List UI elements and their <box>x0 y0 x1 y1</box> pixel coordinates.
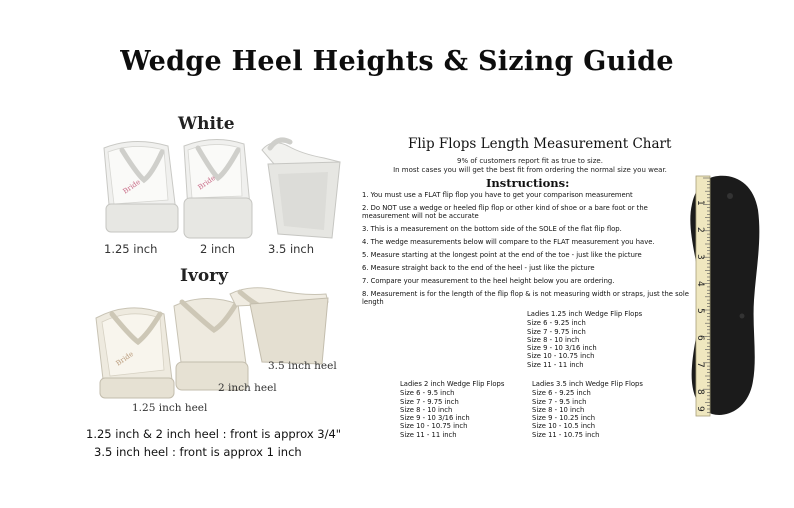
ruler-number: 9 <box>695 406 705 412</box>
ivory-caption-125: 1.25 inch heel <box>132 402 208 414</box>
white-section-label: White <box>178 114 235 134</box>
ivory-caption-2: 2 inch heel <box>218 382 277 394</box>
size-row: Size 8 - 10 inch <box>527 335 580 344</box>
fit-note-1: 9% of customers report fit as true to size. <box>457 157 603 165</box>
size-table-2 <box>400 380 504 439</box>
size-table-35 <box>532 380 643 439</box>
ruler-number: 6 <box>695 335 705 341</box>
white-caption-125: 1.25 inch <box>104 242 158 256</box>
size-row: Size 7 - 9.5 inch <box>532 397 587 406</box>
instruction-item: 4. The wedge measurements below will compare to the FLAT measurement you have. <box>362 238 655 247</box>
ivory-caption-35: 3.5 inch heel <box>268 360 337 372</box>
ruler-number: 1 <box>695 200 705 206</box>
page-title: Wedge Heel Heights & Sizing Guide <box>120 46 674 77</box>
chart-title: Flip Flops Length Measurement Chart <box>408 136 672 152</box>
ivory-sandal-125 <box>96 308 174 398</box>
white-sandal-35 <box>262 140 340 238</box>
size-row: Size 7 - 9.75 inch <box>527 327 586 336</box>
size-row: Size 10 - 10.75 inch <box>527 352 595 361</box>
ivory-sandals-illustration <box>90 284 336 404</box>
size-row: Size 6 - 9.25 inch <box>527 319 586 328</box>
instruction-item: 1. You must use a FLAT flip flop you have to get your comparison measurement <box>362 191 633 199</box>
white-caption-35: 3.5 inch <box>268 242 315 256</box>
strap-hole <box>740 314 745 319</box>
size-row: Size 10 - 10.5 inch <box>532 422 596 431</box>
svg-text:Bride: Bride <box>121 177 143 196</box>
svg-text:Bride: Bride <box>114 349 136 368</box>
size-row: Size 8 - 10 inch <box>532 405 585 414</box>
ruler-number: 8 <box>695 389 705 395</box>
note-front-height-2: 3.5 inch heel : front is approx 1 inch <box>94 445 302 459</box>
ruler-number: 5 <box>695 308 705 314</box>
white-sandals-illustration <box>92 134 348 244</box>
sole-measurement-photo <box>672 170 772 422</box>
toe-post-hole <box>727 193 733 199</box>
size-table-125 <box>527 310 642 369</box>
ruler-number: 3 <box>695 254 705 260</box>
instruction-item: 8. Measurement is for the length of the flip flop & is not measuring width or straps, just the sole length <box>362 290 689 307</box>
instruction-item: 3. This is a measurement on the bottom side of the SOLE of the flat flip flop. <box>362 225 622 234</box>
size-table-heading: Ladies 2 inch Wedge Flip Flops <box>400 380 505 388</box>
size-row: Size 8 - 10 inch <box>400 405 453 414</box>
size-row: Size 11 - 11 inch <box>527 360 584 369</box>
ruler-number: 4 <box>695 281 705 287</box>
instruction-item: 5. Measure starting at the longest point at the end of the toe - just like the picture <box>362 251 642 260</box>
size-row: Size 6 - 9.5 inch <box>400 389 455 398</box>
instruction-item: 6. Measure straight back to the end of the heel - just like the picture <box>362 264 595 273</box>
svg-text:Bride: Bride <box>196 173 218 192</box>
size-row: Size 11 - 10.75 inch <box>532 430 600 439</box>
white-sandal-2 <box>184 139 252 238</box>
white-caption-2: 2 inch <box>200 242 236 256</box>
ruler-number: 2 <box>695 227 705 233</box>
white-sandal-125 <box>104 141 178 232</box>
fit-note-2: In most cases you will get the best fit from ordering the normal size you wear. <box>393 166 667 174</box>
instruction-item: 7. Compare your measurement to the heel height below you are ordering. <box>362 277 615 286</box>
note-front-height-1: 1.25 inch & 2 inch heel : front is approx 3/4" <box>86 427 342 441</box>
size-row: Size 9 - 10 3/16 inch <box>400 414 470 423</box>
size-table-heading: Ladies 1.25 inch Wedge Flip Flops <box>527 310 643 318</box>
instruction-item: 2. Do NOT use a wedge or heeled flip flop or other kind of shoe or a bare foot or the measurement will not be accurate <box>362 203 648 221</box>
tape-measure <box>696 176 710 416</box>
size-row: Size 7 - 9.75 inch <box>400 397 459 406</box>
size-row: Size 10 - 10.75 inch <box>400 422 468 431</box>
size-row: Size 6 - 9.25 inch <box>532 389 591 398</box>
ivory-sandal-2 <box>174 298 248 390</box>
size-row: Size 11 - 11 inch <box>400 430 457 439</box>
instructions-list <box>362 191 692 311</box>
size-table-heading: Ladies 3.5 inch Wedge Flip Flops <box>532 380 643 388</box>
size-row: Size 9 - 10.25 inch <box>532 414 596 423</box>
ivory-section-label: Ivory <box>180 266 229 286</box>
instructions-heading: Instructions: <box>486 176 570 190</box>
size-row: Size 9 - 10 3/16 inch <box>527 344 597 353</box>
ruler-number: 7 <box>695 362 705 368</box>
